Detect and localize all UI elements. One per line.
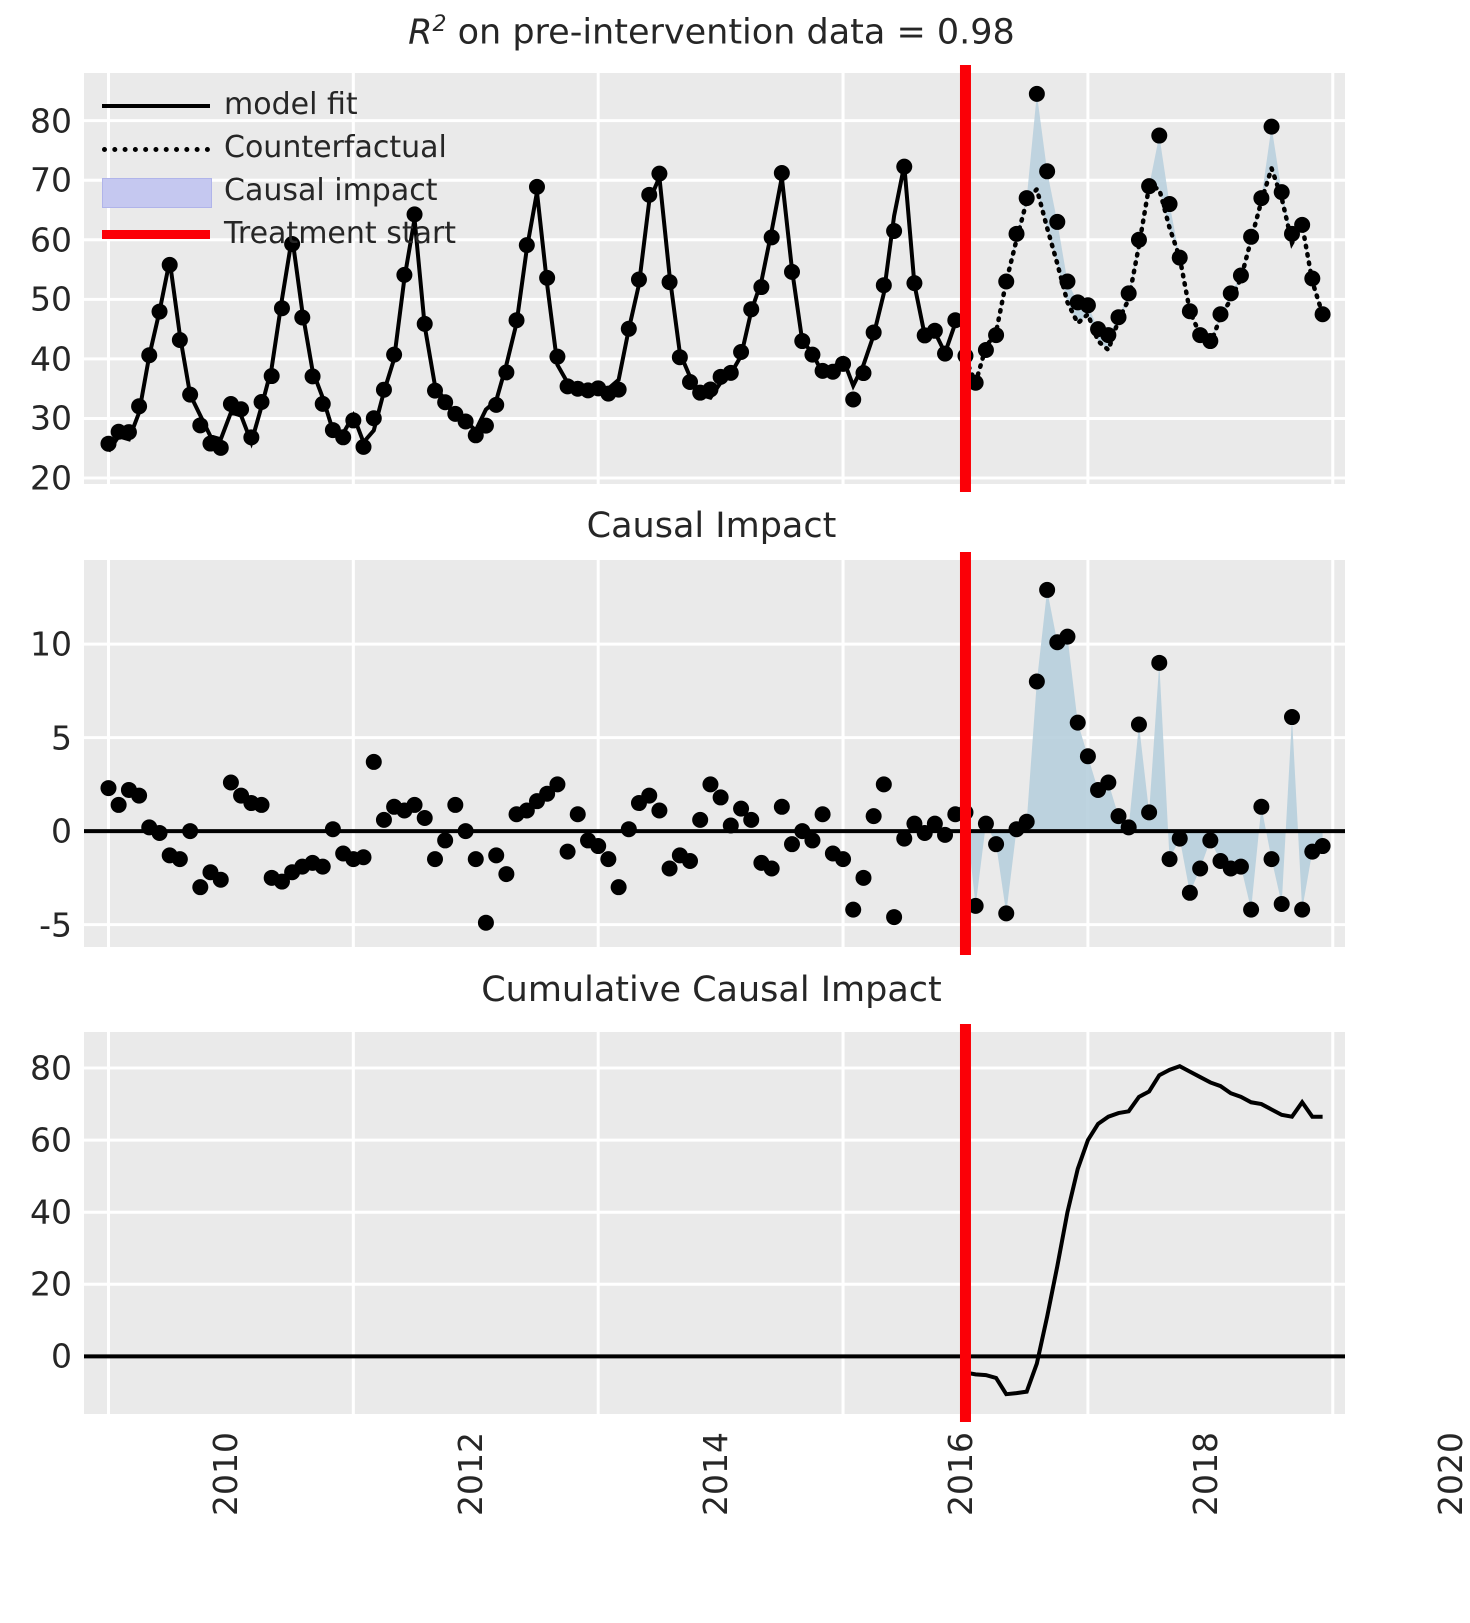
panel-cumulative-impact-ytick: 0 — [51, 1336, 72, 1376]
panel-cumulative-impact — [0, 970, 1470, 1623]
panel-observed-ytick: 80 — [30, 101, 72, 141]
panel-observed-ytick: 70 — [30, 160, 72, 200]
panel-causal-impact-svg — [84, 560, 1345, 947]
x-tick-label: 2012 — [451, 1432, 491, 1516]
legend-label: Treatment start — [224, 216, 457, 251]
panel-cumulative-impact-ytick: 40 — [30, 1192, 72, 1232]
x-tick-label: 2020 — [1430, 1432, 1470, 1516]
panel-observed-axes — [30, 73, 1345, 498]
panel-causal-impact-axes — [30, 560, 1345, 947]
panel-observed-ytick: 20 — [30, 458, 72, 498]
panel-observed-title: $R^2$ on pre-intervention data = 0.98 — [408, 12, 1015, 53]
red-vline-icon — [102, 219, 210, 249]
panel-causal-impact-ytick: 10 — [30, 624, 72, 664]
panel-cumulative-impact-ytick: 60 — [30, 1120, 72, 1160]
legend-item-model-fit — [102, 83, 456, 126]
legend-label: model fit — [224, 87, 358, 122]
panel-observed — [0, 0, 1423, 500]
panel-observed-ytick: 60 — [30, 220, 72, 260]
dotted-line-icon — [102, 133, 210, 163]
legend-item-counterfactual — [102, 126, 456, 169]
panel-observed-ytick: 30 — [30, 398, 72, 438]
panel-cumulative-impact-svg — [84, 1032, 1345, 1414]
legend-label: Counterfactual — [224, 130, 447, 165]
panel-cumulative-impact-title: Cumulative Causal Impact — [481, 970, 942, 1010]
panel-observed-ytick: 50 — [30, 279, 72, 319]
x-tick-label: 2016 — [941, 1432, 981, 1516]
legend-item-causal-impact — [102, 169, 456, 212]
panel-causal-impact-ytick: -5 — [39, 905, 72, 945]
panel-causal-impact-ytick: 5 — [51, 718, 72, 758]
x-tick-label: 2010 — [206, 1432, 246, 1516]
panel-causal-impact-ytick: 0 — [51, 811, 72, 851]
panel-cumulative-impact-ytick: 80 — [30, 1048, 72, 1088]
panel-causal-impact — [0, 500, 1423, 970]
x-tick-label: 2018 — [1185, 1432, 1225, 1516]
panel-cumulative-impact-axes — [30, 1032, 1470, 1516]
legend-label: Causal impact — [224, 173, 438, 208]
panel-cumulative-impact-ytick: 20 — [30, 1264, 72, 1304]
solid-line-icon — [102, 90, 210, 120]
panel-causal-impact-title: Causal Impact — [586, 506, 837, 546]
x-tick-label: 2014 — [696, 1432, 736, 1516]
legend — [102, 83, 456, 255]
filled-patch-icon — [102, 176, 210, 206]
panel-observed-title-text: on pre-intervention data = 0.98 — [446, 12, 1015, 53]
panel-observed-ytick: 40 — [30, 339, 72, 379]
legend-item-treatment-start — [102, 212, 456, 255]
